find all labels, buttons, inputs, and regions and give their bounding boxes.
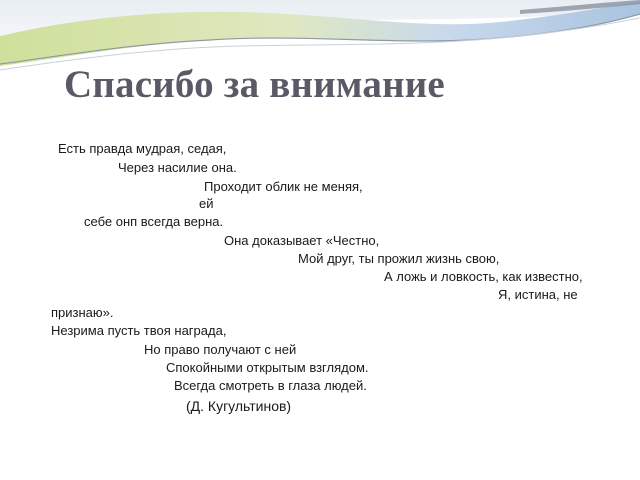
poem-line-5: себе онп всегда верна. xyxy=(84,214,224,229)
slide-title: Спасибо за внимание xyxy=(64,63,445,106)
poem-line-6: Она доказывает «Честно, xyxy=(224,233,380,248)
poem-line-13: Спокойными открытым взглядом. xyxy=(166,360,369,375)
poem-line-7: Мой друг, ты прожил жизнь свою, xyxy=(298,251,500,266)
poem-line-9: Я, истина, не xyxy=(498,287,578,302)
poem-line-4: ей xyxy=(199,196,214,211)
poem-line-8: А ложь и ловкость, как известно, xyxy=(384,269,583,284)
poem-line-12: Но право получают с ней xyxy=(144,342,297,357)
poem-line-11: Незрима пусть твоя награда, xyxy=(51,323,227,338)
poem-line-10: признаю». xyxy=(51,305,114,320)
poem-line-3: Проходит облик не меняя, xyxy=(204,179,363,194)
poem-line-1: Есть правда мудрая, седая, xyxy=(58,141,227,156)
poem-line-2: Через насилие она. xyxy=(118,160,237,175)
poem-line-14: Всегда смотреть в глаза людей. xyxy=(174,378,367,393)
author-attribution: (Д. Кугультинов) xyxy=(186,398,292,414)
